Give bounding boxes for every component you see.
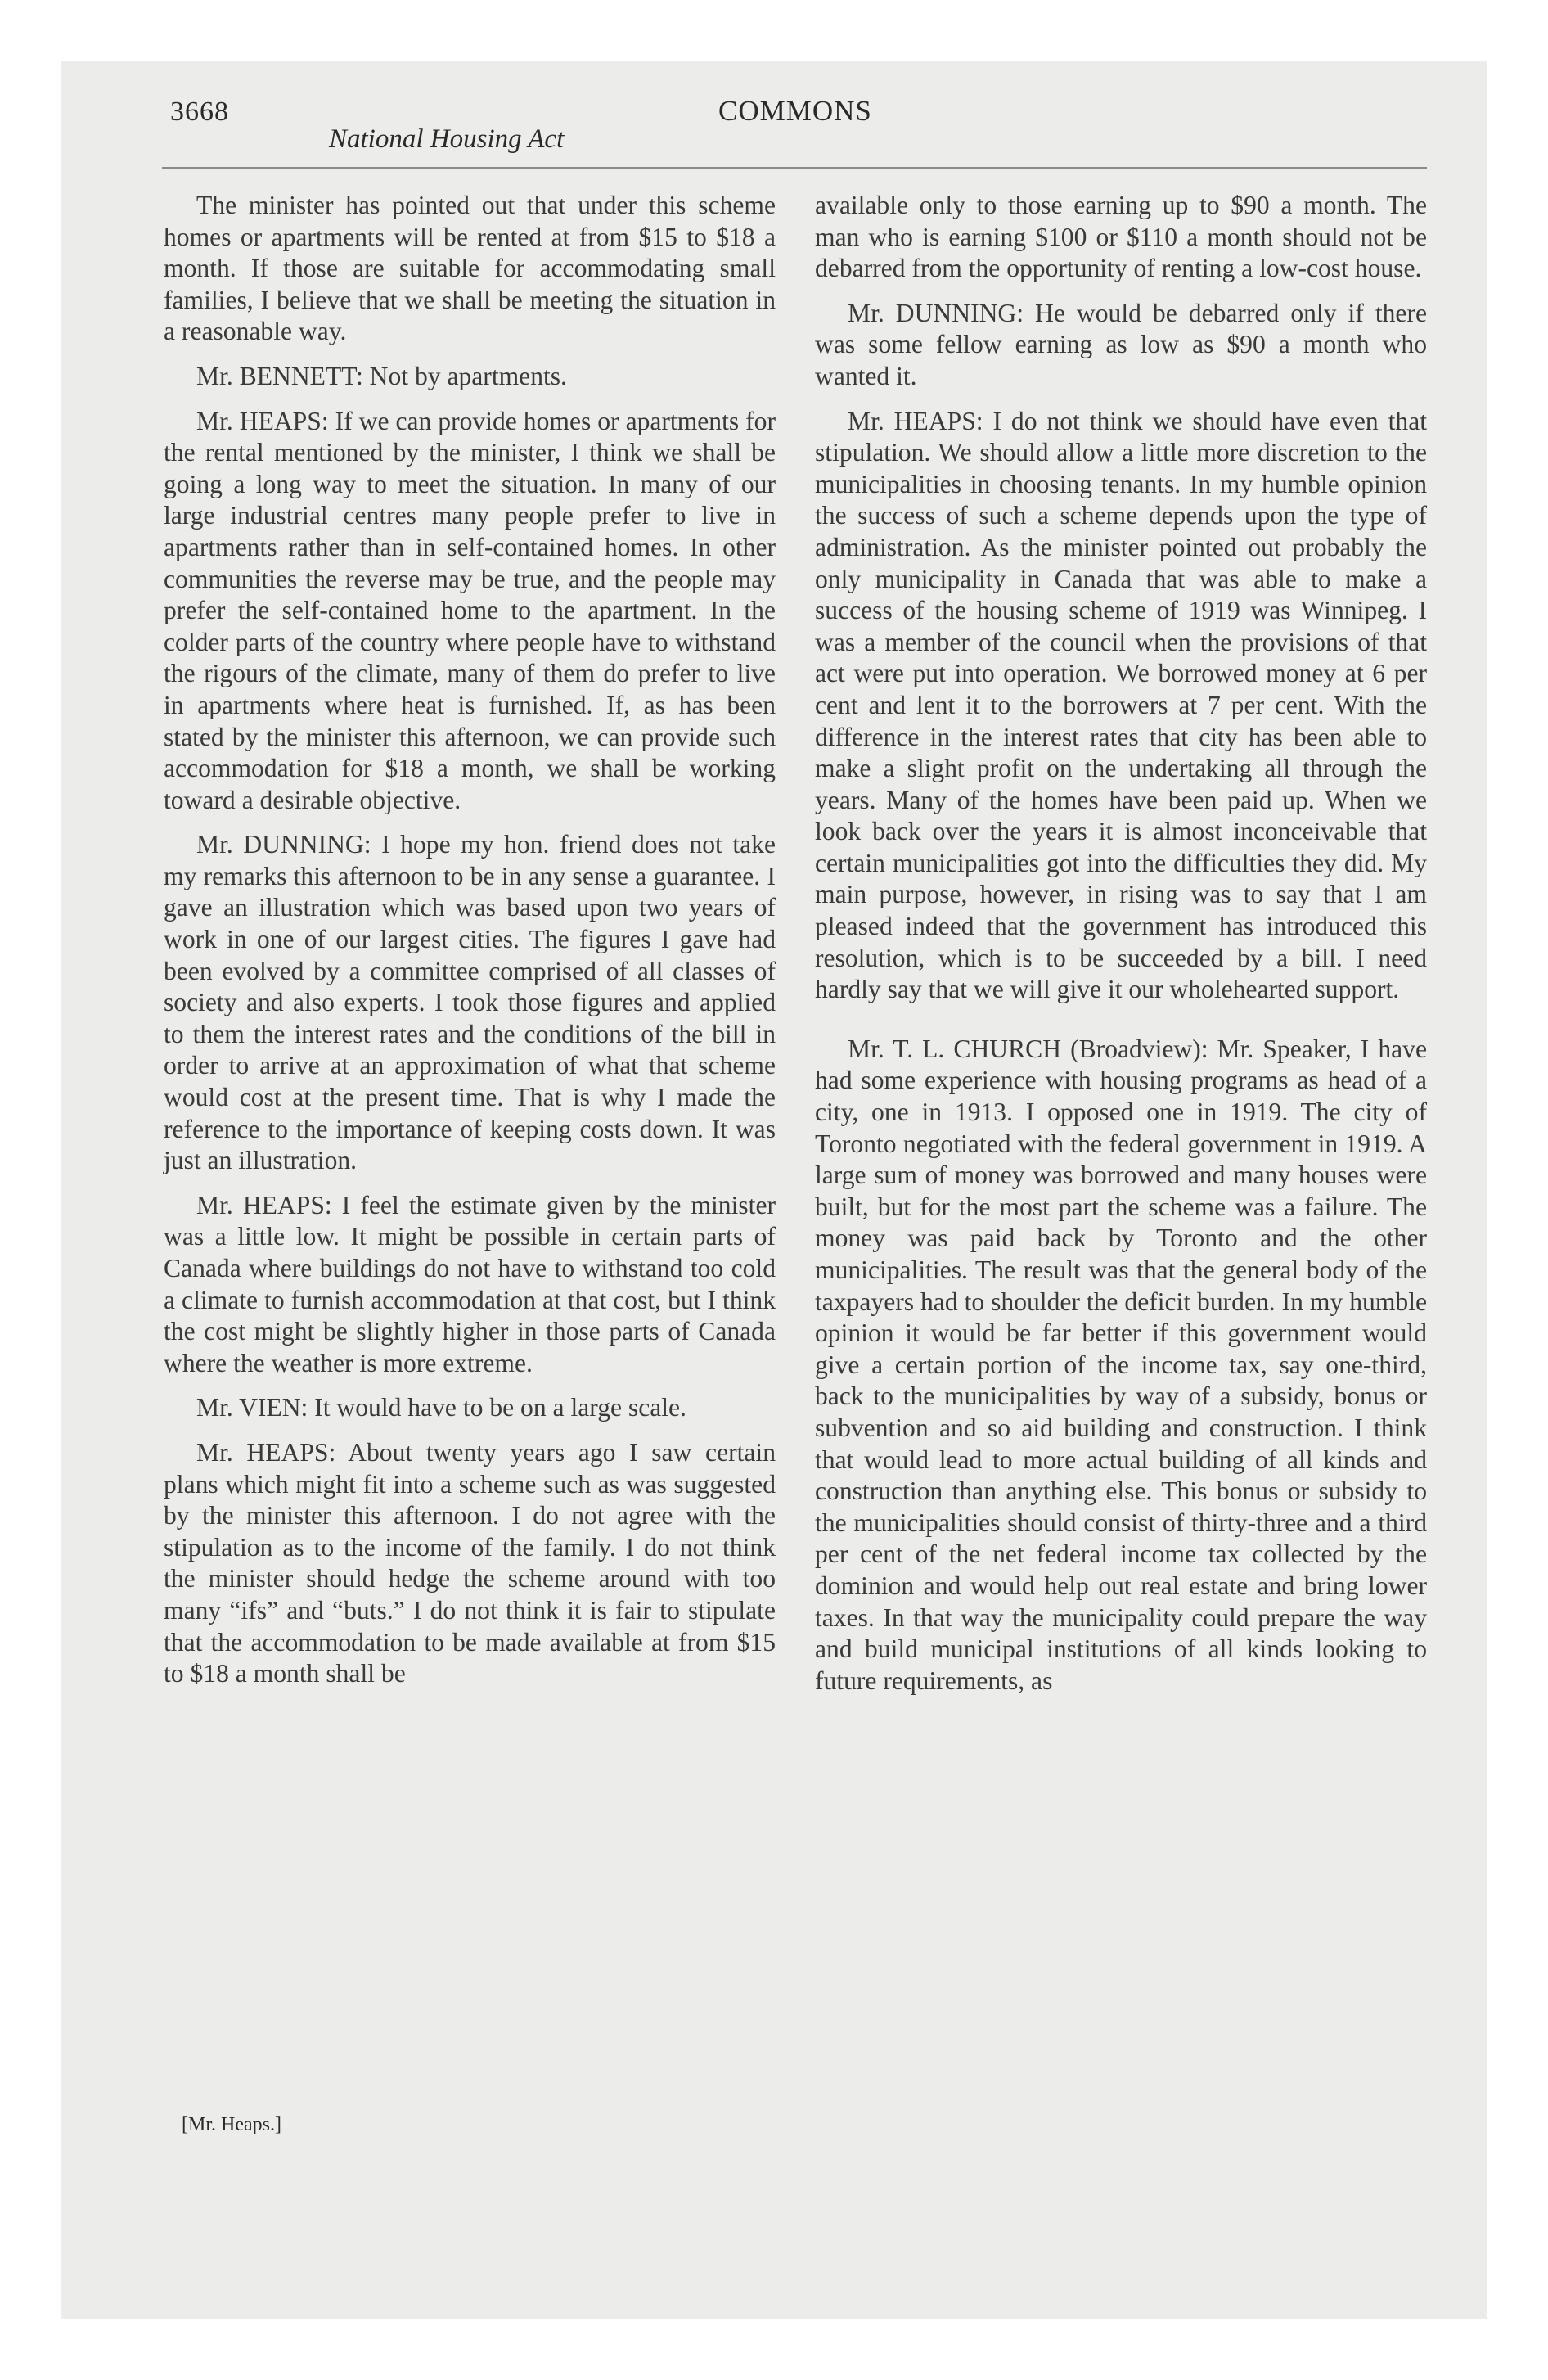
paragraph: Mr. T. L. CHURCH (Broadview): Mr. Speaker, I have had some experience with housing programs as head of a city, one in 1913. I opposed one in 1919. The city of Toronto negotiated with the federal government in 1919. A large sum of money was borrowed and many houses were built, but for the most part the scheme was a failure. The money was paid back by Toronto and the other municipalities. The result was that the general body of the taxpayers had to shoulder the deficit burden. In my humble opinion it would be far better if this government would give a certain portion of the income tax, say one-third, back to the municipalities by way of a subsidy, bonus or subvention and so aid building and construction. I think that would lead to more actual building of all kinds and construction than anything else. This bonus or subsidy to the municipalities should consist of thirty-three and a third per cent of the net federal income tax collected by the dominion and would help out real estate and bring lower taxes. In that way the municipality could prepare the way and build municipal institutions of all kinds looking to future requirements, as [815, 1034, 1427, 1695]
paragraph: Mr. HEAPS: About twenty years ago I saw certain plans which might fit into a scheme such as was suggested by the minister this afternoon. I do not agree with the stipulation as to the income of the family. I do not think the minister should hedge the scheme around with too many “ifs” and “buts.” I do not think it is fair to stipulate that the accommodation to be made available at from $15 to $18 a month shall be [164, 1437, 776, 1688]
paragraph: Mr. VIEN: It would have to be on a large scale. [196, 1393, 686, 1422]
paragraph: Mr. HEAPS: If we can provide homes or apartments for the rental mentioned by the minister, I think we shall be going a long way to meet the situation. In many of our large industrial centres many people prefer to live in apartments rather than in self-contained homes. In other communities the reverse may be true, and the people may prefer the self-contained home to the apartment. In the colder parts of the country where people have to withstand the rigours of the climate, many of them do prefer to live in apartments where heat is furnished. If, as has been stated by the minister this afternoon, we can provide such accommodation for $18 a month, we shall be working toward a desirable objective. [164, 406, 776, 814]
header-rule [162, 167, 1427, 169]
section-heading: COMMONS [718, 95, 872, 127]
right-column [815, 190, 1427, 1710]
paragraph: The minister has pointed out that under this scheme homes or apartments will be rented at from $15 to $18 a month. If those are suitable for accommodating small families, I believe that we shall be meeting the situation in a reasonable way. [164, 191, 776, 346]
paragraph: Mr. DUNNING: He would be debarred only if there was some fellow earning as low as $90 a month who wanted it. [815, 298, 1427, 390]
page-number: 3668 [170, 97, 229, 127]
paragraph: Mr. BENNETT: Not by apartments. [196, 361, 567, 390]
paragraph: Mr. HEAPS: I feel the estimate given by the minister was a little low. It might be possible in certain parts of Canada where buildings do not have to withstand too cold a climate to furnish accommodation at that cost, but I think the cost might be slightly higher in those parts of Canada where the weather is more extreme. [164, 1190, 776, 1377]
running-title: National Housing Act [329, 124, 565, 154]
paragraph: Mr. HEAPS: I do not think we should have even that stipulation. We should allow a little more discretion to the municipalities in choosing tenants. In my humble opinion the success of such a scheme depends upon the type of administration. As the minister pointed out probably the only municipality in Canada that was able to make a success of the housing scheme of 1919 was Winnipeg. I was a member of the council when the provisions of that act were put into operation. We borrowed money at 6 per cent and lent it to the borrowers at 7 per cent. With the difference in the interest rates that city has been able to make a slight profit on the undertaking all through the years. Many of the homes have been paid up. When we look back over the years it is almost inconceivable that certain municipalities got into the difficulties they did. My main purpose, however, in rising was to say that I am pleased indeed that the government has introduced this resolution, which is to be succeeded by a bill. I need hardly say that we will give it our wholehearted support. [815, 406, 1427, 1004]
left-column [164, 190, 776, 1703]
footer-speaker-note: [Mr. Heaps.] [182, 2114, 281, 2135]
paragraph: available only to those earning up to $90 a month. The man who is earning $100 or $110 a month should not be debarred from the opportunity of renting a low-cost house. [815, 191, 1427, 283]
paragraph: Mr. DUNNING: I hope my hon. friend does not take my remarks this afternoon to be in any sense a guarantee. I gave an illustration which was based upon two years of work in one of our largest cities. The figures I gave had been evolved by a committee comprised of all classes of society and also experts. I took those figures and applied to them the interest rates and the conditions of the bill in order to arrive at an approximation of what that scheme would cost at the present time. That is why I made the reference to the importance of keeping costs down. It was just an illustration. [164, 830, 776, 1175]
